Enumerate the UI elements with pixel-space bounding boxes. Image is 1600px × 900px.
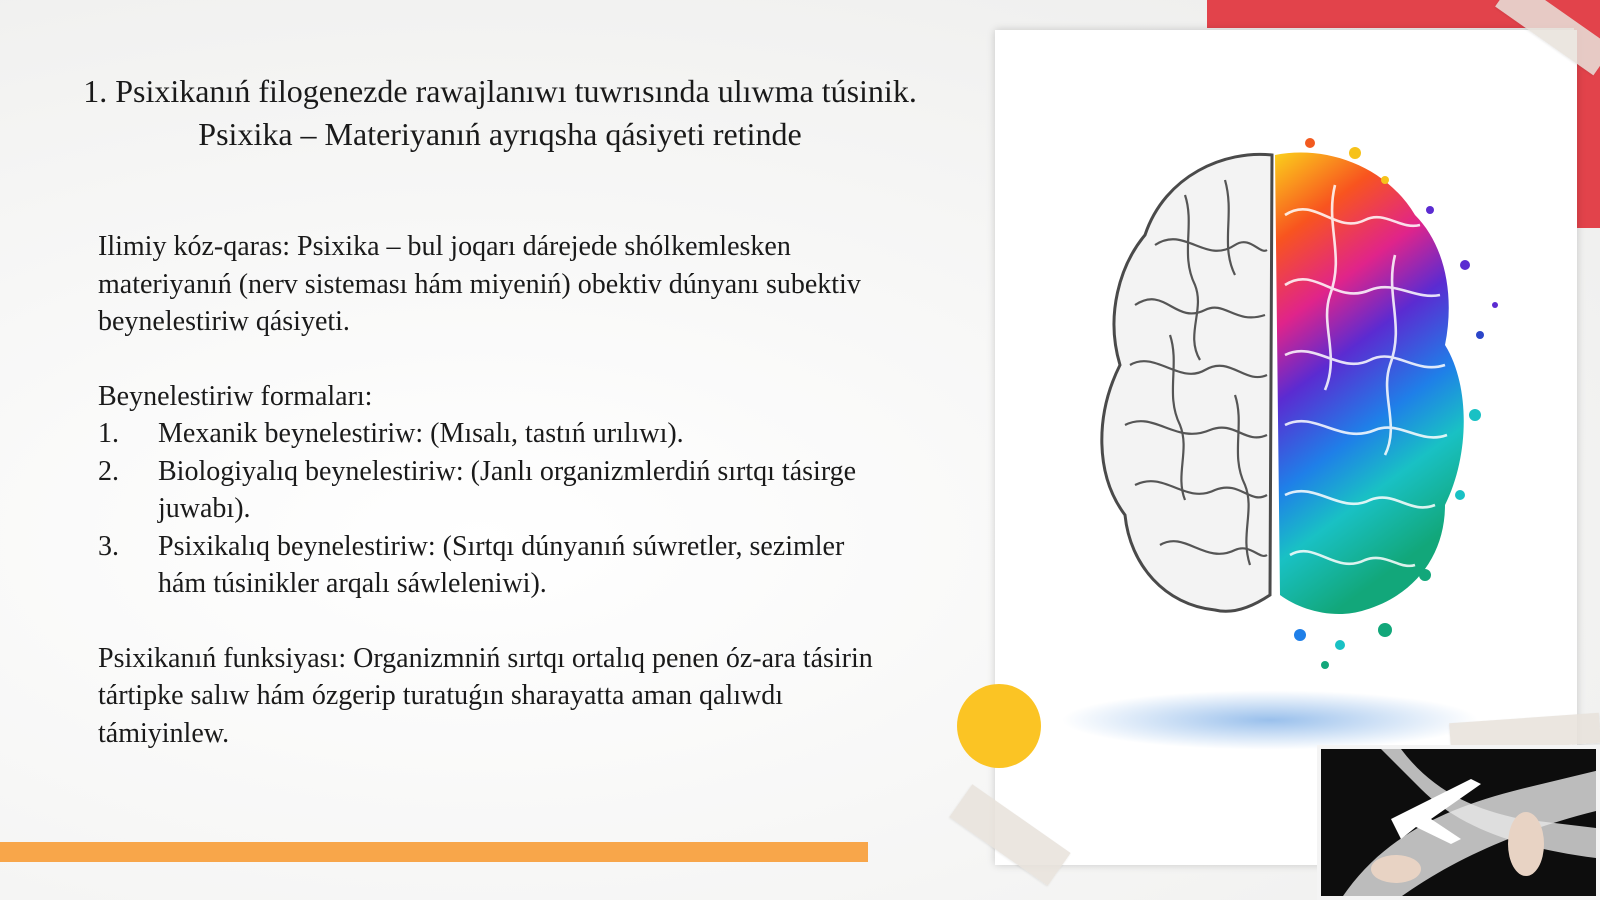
- orange-accent-bar: [0, 842, 868, 862]
- list-text: Psixikalıq beynelestiriw: (Sırtqı dúnyanıń súwretler, sezimler hám túsinikler arqalı sáwleleniwi).: [158, 530, 845, 599]
- definition-paragraph: Ilimiy kóz-qaras: Psixika – bul joqarı dárejede shólkemlesken materiyanıń (nerv sisteması hám miyeniń) obektiv dúnyanı subektiv beynelestiriw qásiyeti.: [98, 231, 861, 337]
- brain-illustration: [1085, 135, 1525, 695]
- right-hemisphere: [1275, 153, 1464, 615]
- forms-list: [98, 415, 898, 603]
- list-number: 3.: [98, 530, 119, 562]
- blue-shadow: [1060, 690, 1480, 750]
- forms-heading: Beynelestiriw formaları:: [98, 380, 373, 412]
- slide-body: [98, 228, 898, 752]
- list-text: Biologiyalıq beynelestiriw: (Janlı organizmlerdiń sırtqı tásirge juwabı).: [158, 455, 857, 524]
- list-number: 1.: [98, 418, 119, 449]
- slide-title: [20, 70, 980, 156]
- list-item: [98, 453, 898, 528]
- title-line-2: Psixika – Materiyanıń ayrıqsha qásiyeti retinde: [198, 116, 802, 152]
- video-frame: [1321, 749, 1600, 900]
- yellow-circle: [957, 684, 1041, 768]
- list-item: [98, 415, 898, 453]
- function-paragraph: Psixikanıń funksiyası: Organizmniń sırtqı ortalıq penen óz-ara tásirin tártipke salıw hám ózgerip turatuǵın sharayatta aman qalıwdı támiyinlew.: [98, 642, 873, 749]
- title-line-1: 1. Psixikanıń filogenezde rawajlanıwı tuwrısında ulıwma túsinik.: [83, 73, 917, 109]
- list-text: Mexanik beynelestiriw: (Mısalı, tastıń urılıwı).: [158, 418, 684, 449]
- list-number: 2.: [98, 455, 119, 487]
- video-thumbnail[interactable]: [1317, 745, 1600, 900]
- list-item: [98, 528, 898, 603]
